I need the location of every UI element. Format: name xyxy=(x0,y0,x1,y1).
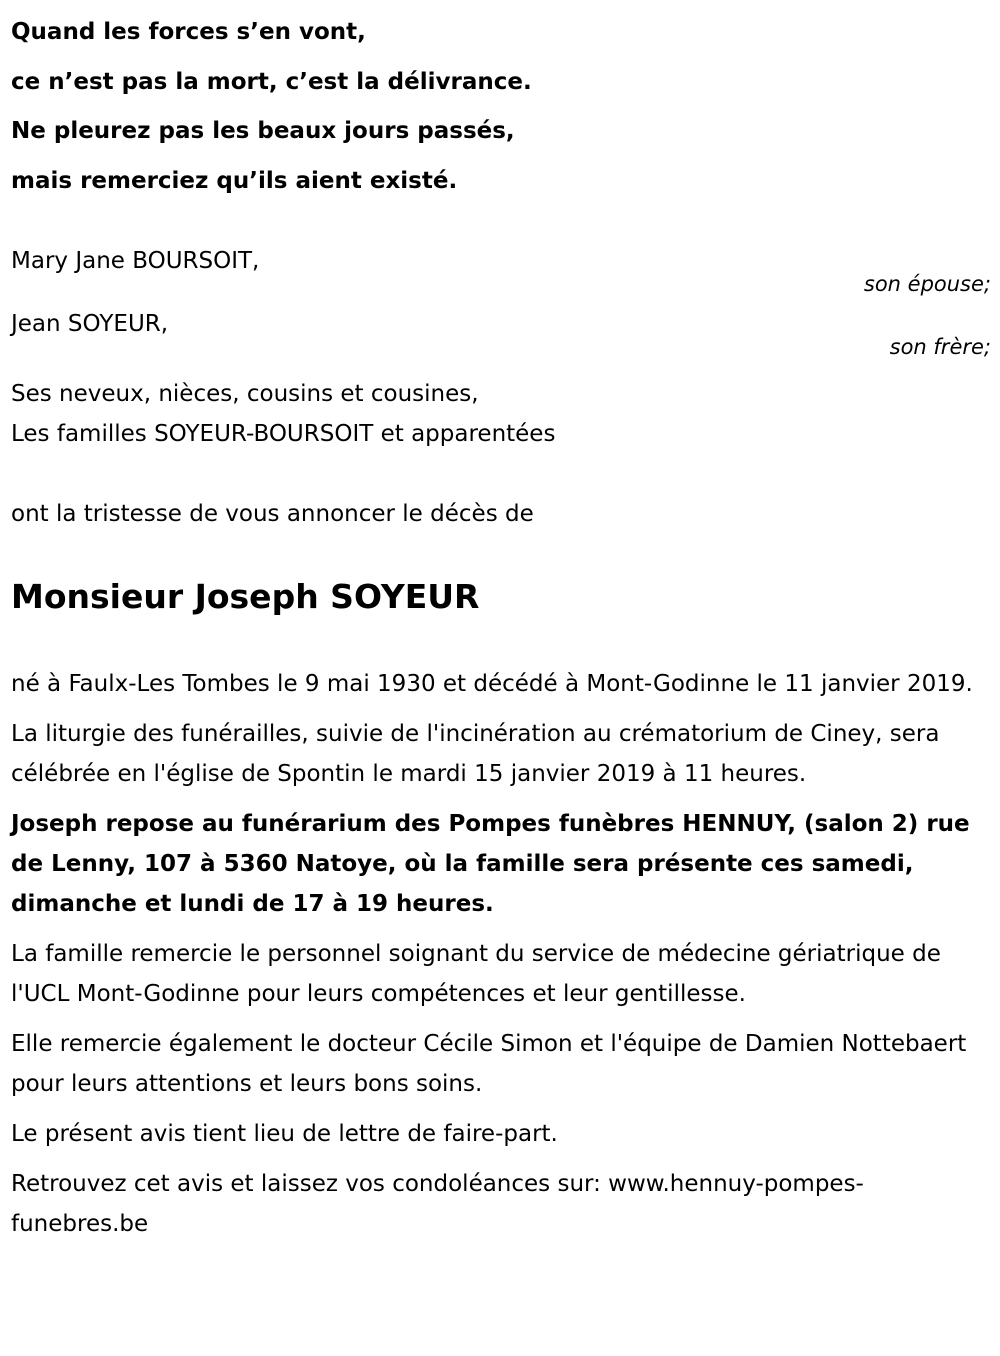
thanks-doctor-paragraph: Elle remercie également le docteur Cécile Simon et l'équipe de Damien Nottebaert pour leurs attentions et leurs bons soins. xyxy=(11,1031,967,1097)
poem-line: mais remerciez qu’ils aient existé. xyxy=(11,167,458,194)
relative-row xyxy=(11,246,991,309)
poem xyxy=(11,0,991,206)
liturgy-paragraph: La liturgie des funérailles, suivie de l'incinération au crématorium de Ciney, sera célébrée en l'église de Spontin le mardi 15 janvier 2019 à 11 heures. xyxy=(11,721,940,787)
extended-family xyxy=(11,374,991,454)
funerarium-paragraph: Joseph repose au funérarium des Pompes funèbres HENNUY, (salon 2) rue de Lenny, 107 à 5360 Natoye, où la famille sera présente ces samedi, dimanche et lundi de 17 à 19 heures. xyxy=(11,811,970,917)
relative-name: Jean SOYEUR, xyxy=(11,311,169,337)
extended-family-line: Ses neveux, nièces, cousins et cousines, xyxy=(11,381,479,407)
poem-line: Quand les forces s’en vont, xyxy=(11,19,366,45)
relative-role: son frère; xyxy=(889,335,991,359)
notice-paragraph: Le présent avis tient lieu de lettre de faire-part. xyxy=(11,1121,558,1147)
poem-line: ce n’est pas la mort, c’est la délivrance. xyxy=(11,68,532,95)
announcement: ont la tristesse de vous annoncer le décès de xyxy=(11,501,534,527)
condolences-paragraph: Retrouvez cet avis et laissez vos condoléances sur: www.hennuy-pompes-funebres.be xyxy=(11,1171,864,1237)
relative-row xyxy=(11,309,991,372)
relative-name: Mary Jane BOURSOIT, xyxy=(11,248,260,274)
deceased-name: Monsieur Joseph SOYEUR xyxy=(11,577,480,616)
poem-line: Ne pleurez pas les beaux jours passés, xyxy=(11,118,515,144)
birth-death-paragraph: né à Faulx-Les Tombes le 9 mai 1930 et décédé à Mont-Godinne le 11 janvier 2019. xyxy=(11,671,973,697)
extended-family-line: Les familles SOYEUR-BOURSOIT et apparentées xyxy=(11,421,556,447)
relatives-list xyxy=(11,246,991,372)
relative-role: son épouse; xyxy=(863,272,991,296)
death-notice xyxy=(11,0,991,1254)
thanks-staff-paragraph: La famille remercie le personnel soignant du service de médecine gériatrique de l'UCL Mont-Godinne pour leurs compétences et leur gentillesse. xyxy=(11,941,941,1007)
